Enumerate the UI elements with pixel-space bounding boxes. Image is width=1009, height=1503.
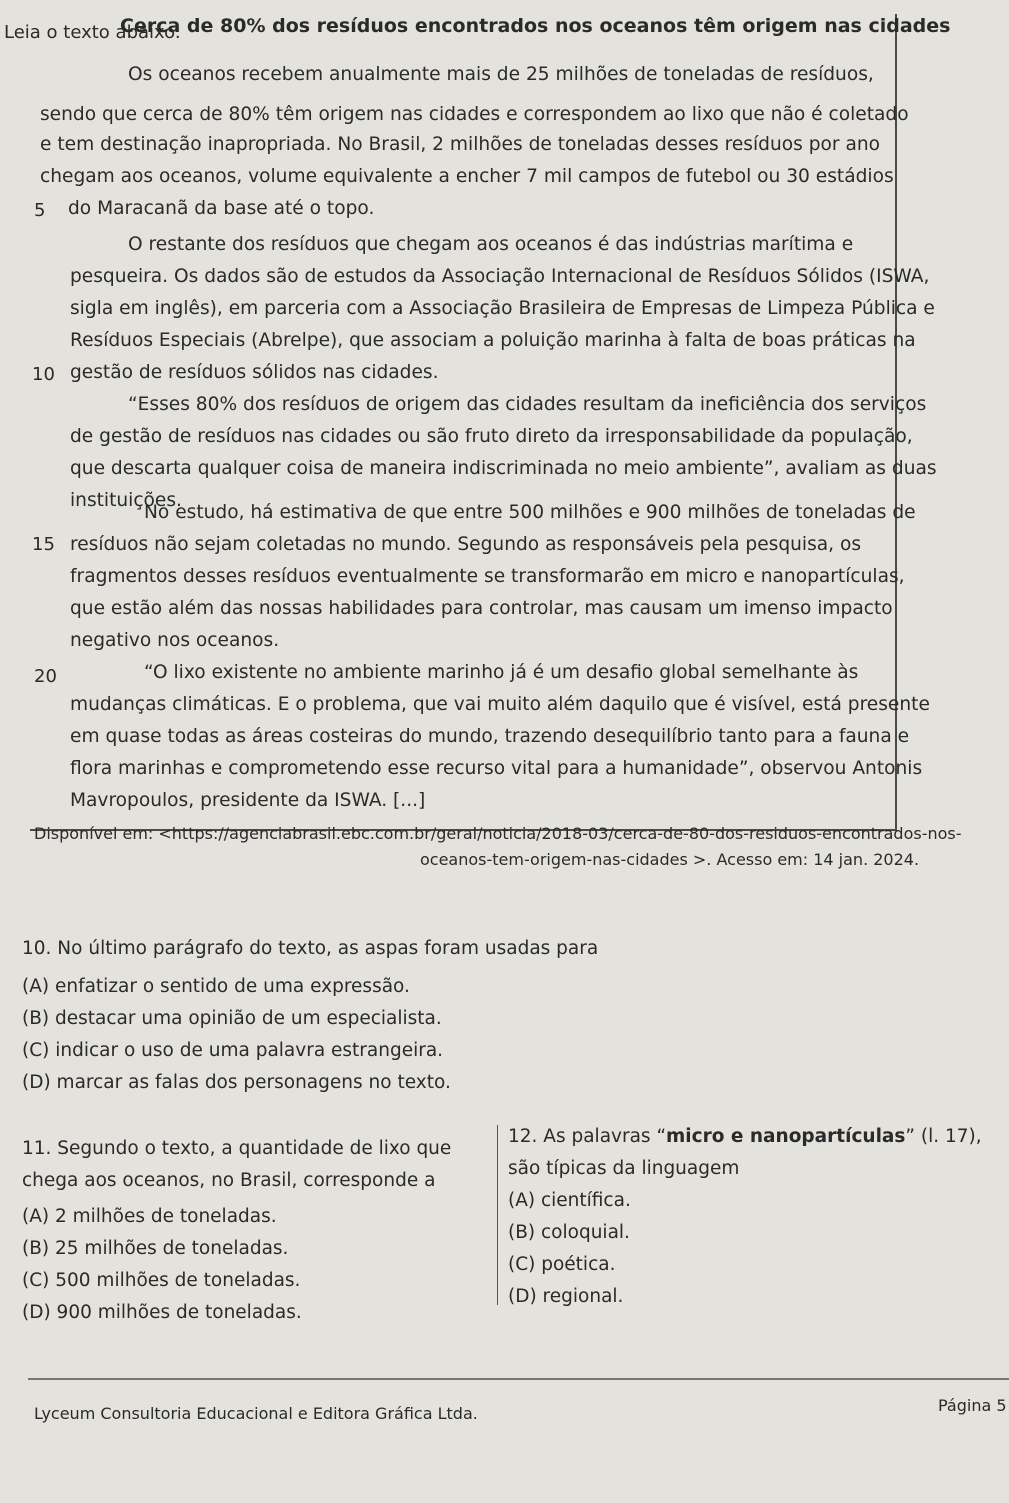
article-line: que estão além das nossas habilidades para controlar, mas causam um imenso impacto xyxy=(70,598,893,619)
article-line: instituições. xyxy=(70,490,182,511)
article-line: Resíduos Especiais (Abrelpe), que associam a poluição marinha à falta de boas práticas na xyxy=(70,330,916,351)
question-12-option-c: (C) poética. xyxy=(508,1254,616,1275)
column-divider xyxy=(497,1125,498,1305)
article-line: Os oceanos recebem anualmente mais de 25 milhões de toneladas de resíduos, xyxy=(128,64,874,85)
line-number: 20 xyxy=(34,666,57,687)
question-10-option-d: (D) marcar as falas dos personagens no texto. xyxy=(22,1072,451,1093)
question-10-stem: 10. No último parágrafo do texto, as aspas foram usadas para xyxy=(22,938,599,959)
question-11-option-b: (B) 25 milhões de toneladas. xyxy=(22,1238,289,1259)
question-12-option-a: (A) científica. xyxy=(508,1190,631,1211)
question-10-option-c: (C) indicar o uso de uma palavra estrangeira. xyxy=(22,1040,444,1061)
question-11-stem: chega aos oceanos, no Brasil, corresponde a xyxy=(22,1170,436,1191)
source-citation: oceanos-tem-origem-nas-cidades >. Acesso em: 14 jan. 2024. xyxy=(420,850,920,869)
article-line: chegam aos oceanos, volume equivalente a encher 7 mil campos de futebol ou 30 estádios xyxy=(40,166,894,187)
line-number: 15 xyxy=(32,534,55,555)
instruction: Leia o texto abaixo. xyxy=(4,22,181,43)
footer-divider xyxy=(28,1378,1009,1380)
article-title: Cerca de 80% dos resíduos encontrados nos oceanos têm origem nas cidades xyxy=(120,15,951,37)
question-12-stem: são típicas da linguagem xyxy=(508,1158,740,1179)
article-line: “O lixo existente no ambiente marinho já é um desafio global semelhante às xyxy=(144,662,859,683)
page-number: Página 5 xyxy=(938,1396,1007,1415)
article-line: flora marinhas e comprometendo esse recurso vital para a humanidade”, observou Antonis xyxy=(70,758,923,779)
article-line: gestão de resíduos sólidos nas cidades. xyxy=(70,362,439,383)
publisher-footer: Lyceum Consultoria Educacional e Editora Gráfica Ltda. xyxy=(34,1404,478,1423)
question-11-stem: 11. Segundo o texto, a quantidade de lixo que xyxy=(22,1138,452,1159)
article-line: que descarta qualquer coisa de maneira indiscriminada no meio ambiente”, avaliam as duas xyxy=(70,458,937,479)
question-12-stem: 12. As palavras “micro e nanopartículas” (l. 17), xyxy=(508,1126,982,1147)
question-10-option-b: (B) destacar uma opinião de um especialista. xyxy=(22,1008,442,1029)
article-line: sigla em inglês), em parceria com a Associação Brasileira de Empresas de Limpeza Pública e xyxy=(70,298,935,319)
question-11-option-c: (C) 500 milhões de toneladas. xyxy=(22,1270,301,1291)
line-number: 10 xyxy=(32,364,55,385)
article-line: em quase todas as áreas costeiras do mundo, trazendo desequilíbrio tanto para a fauna e xyxy=(70,726,910,747)
article-line: “Esses 80% dos resíduos de origem das cidades resultam da ineficiência dos serviços xyxy=(128,394,927,415)
question-11-option-d: (D) 900 milhões de toneladas. xyxy=(22,1302,302,1323)
article-line: No estudo, há estimativa de que entre 500 milhões e 900 milhões de toneladas de xyxy=(144,502,916,523)
question-12-option-b: (B) coloquial. xyxy=(508,1222,630,1243)
question-12-option-d: (D) regional. xyxy=(508,1286,624,1307)
article-line: sendo que cerca de 80% têm origem nas cidades e correspondem ao lixo que não é coletado xyxy=(40,104,909,125)
article-line: Mavropoulos, presidente da ISWA. [...] xyxy=(70,790,426,811)
question-10-option-a: (A) enfatizar o sentido de uma expressão. xyxy=(22,976,410,997)
article-line: e tem destinação inapropriada. No Brasil, 2 milhões de toneladas desses resíduos por ano xyxy=(40,134,880,155)
article-line: pesqueira. Os dados são de estudos da Associação Internacional de Resíduos Sólidos (ISWA, xyxy=(70,266,930,287)
article-line: do Maracanã da base até o topo. xyxy=(68,198,375,219)
article-line: mudanças climáticas. E o problema, que vai muito além daquilo que é visível, está presente xyxy=(70,694,930,715)
article-line: fragmentos desses resíduos eventualmente se transformarão em micro e nanopartículas, xyxy=(70,566,905,587)
source-citation: Disponível em: <https://agenciabrasil.ebc.com.br/geral/noticia/2018-03/cerca-de-80-dos-residuos-encontrados-nos- xyxy=(34,824,962,843)
article-line: negativo nos oceanos. xyxy=(70,630,280,651)
question-11-option-a: (A) 2 milhões de toneladas. xyxy=(22,1206,277,1227)
article-line: resíduos não sejam coletadas no mundo. Segundo as responsáveis pela pesquisa, os xyxy=(70,534,862,555)
article-line: de gestão de resíduos nas cidades ou são fruto direto da irresponsabilidade da população, xyxy=(70,426,913,447)
line-number: 5 xyxy=(34,200,46,221)
article-line: O restante dos resíduos que chegam aos oceanos é das indústrias marítima e xyxy=(128,234,854,255)
